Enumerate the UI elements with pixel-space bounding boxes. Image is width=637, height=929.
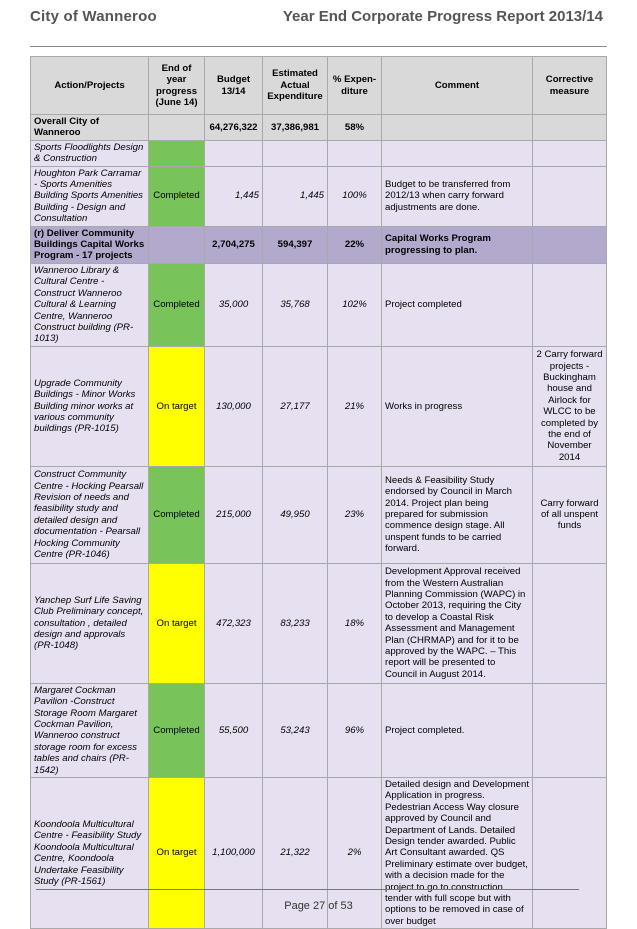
col-action: Action/Projects — [31, 57, 149, 115]
program-comment: Capital Works Program progressing to plan. — [382, 226, 533, 263]
progress-table — [30, 56, 607, 929]
row-estimated: 83,233 — [263, 563, 328, 683]
row-pct: 100% — [328, 166, 382, 226]
overall-budget: 64,276,322 — [205, 115, 263, 141]
row-budget: 1,100,000 — [205, 777, 263, 928]
row-progress: On target — [149, 346, 205, 466]
program-estimated: 594,397 — [263, 226, 328, 263]
row-progress: Completed — [149, 683, 205, 777]
row-comment: Project completed — [382, 263, 533, 346]
row-corrective — [533, 263, 607, 346]
header-divider — [30, 46, 607, 47]
row-pct: 2% — [328, 777, 382, 928]
row-budget: 215,000 — [205, 466, 263, 563]
row-progress: On target — [149, 777, 205, 928]
row-comment: Development Approval received from the Western Australian Planning Commission (WAPC) in October 2013, requiring the City to develop a Coastal Risk Assessment and Management Plan (CHRMAP) and for it to be approved by the WAPC. – This report will be presented to Council in August 2014. — [382, 563, 533, 683]
row-pct: 21% — [328, 346, 382, 466]
row-comment: Needs & Feasibility Study endorsed by Council in March 2014. Project plan being prepared for submission commence design stage. All unspent funds to be carried forward. — [382, 466, 533, 563]
row-action: Construct Community Centre - Hocking Pearsall Revision of needs and feasibility study and detailed design and documentation - Pearsall Hocking Community Centre (PR-1046) — [31, 466, 149, 563]
table-row — [31, 263, 607, 346]
col-comment: Comment — [382, 57, 533, 115]
program-label: (r) Deliver Community Buildings Capital Works Program - 17 projects — [31, 226, 149, 263]
row-corrective: 2 Carry forward projects - Buckingham house and Airlock for WLCC to be completed by the end of November 2014 — [533, 346, 607, 466]
table-header-row — [31, 57, 607, 115]
table-row — [31, 346, 607, 466]
row-corrective: Carry forward of all unspent funds — [533, 466, 607, 563]
row-budget: 55,500 — [205, 683, 263, 777]
table-row — [31, 563, 607, 683]
row-progress — [149, 140, 205, 166]
row-action: Wanneroo Library & Cultural Centre - Construct Wanneroo Cultural & Learning Centre, Wanneroo Construct building (PR-1013) — [31, 263, 149, 346]
program-budget: 2,704,275 — [205, 226, 263, 263]
row-estimated: 21,322 — [263, 777, 328, 928]
row-comment: Works in progress — [382, 346, 533, 466]
row-action: Sports Floodlights Design & Construction — [31, 140, 149, 166]
row-pct: 23% — [328, 466, 382, 563]
col-pct: % Expen-diture — [328, 57, 382, 115]
row-action: Yanchep Surf Life Saving Club Preliminary concept, consultation , detailed design and approvals (PR-1048) — [31, 563, 149, 683]
col-corrective: Corrective measure — [533, 57, 607, 115]
overall-row — [31, 115, 607, 141]
row-corrective — [533, 683, 607, 777]
row-progress: Completed — [149, 166, 205, 226]
report-title: Year End Corporate Progress Report 2013/14 — [282, 8, 603, 25]
row-action: Upgrade Community Buildings - Minor Works Building minor works at various community buildings (PR-1015) — [31, 346, 149, 466]
col-progress: End of year progress (June 14) — [149, 57, 205, 115]
row-corrective — [533, 166, 607, 226]
row-estimated: 35,768 — [263, 263, 328, 346]
table-row — [31, 166, 607, 226]
row-pct: 102% — [328, 263, 382, 346]
row-budget: 1,445 — [205, 166, 263, 226]
row-comment: Detailed design and Development Application in progress. Pedestrian Access Way closure approved by Council and Department of Lands. Detailed Design tender awarded. Public Art Consultant awarded. QS Preliminary estimate over budget, with a decision made for the project to go to construction tender with full scope but with options to be removed in case of over budget — [382, 777, 533, 928]
row-corrective — [533, 563, 607, 683]
row-comment: Project completed. — [382, 683, 533, 777]
overall-label: Overall City of Wanneroo — [31, 115, 149, 141]
row-pct: 18% — [328, 563, 382, 683]
overall-pct: 58% — [328, 115, 382, 141]
row-action: Margaret Cockman Pavilion -Construct Storage Room Margaret Cockman Pavilion, Wanneroo construct storage room for excess tables and chairs (PR-1542) — [31, 683, 149, 777]
page-number: Page 27 of 53 — [284, 900, 353, 912]
row-progress: Completed — [149, 466, 205, 563]
row-estimated: 53,243 — [263, 683, 328, 777]
row-progress: On target — [149, 563, 205, 683]
row-budget: 472,323 — [205, 563, 263, 683]
col-estimated: Estimated Actual Expenditure — [263, 57, 328, 115]
row-budget: 35,000 — [205, 263, 263, 346]
row-estimated: 49,950 — [263, 466, 328, 563]
row-pct: 96% — [328, 683, 382, 777]
org-name: City of Wanneroo — [30, 8, 157, 25]
program-pct: 22% — [328, 226, 382, 263]
col-budget: Budget 13/14 — [205, 57, 263, 115]
row-progress: Completed — [149, 263, 205, 346]
table-row — [31, 683, 607, 777]
overall-estimated: 37,386,981 — [263, 115, 328, 141]
table-row — [31, 140, 607, 166]
row-action: Houghton Park Carramar - Sports Amenities Building Sports Amenities Building - Design and Consultation — [31, 166, 149, 226]
program-row — [31, 226, 607, 263]
row-estimated: 1,445 — [263, 166, 328, 226]
table-row — [31, 466, 607, 563]
footer-divider — [36, 889, 579, 890]
row-action: Koondoola Multicultural Centre - Feasibility Study Koondoola Multicultural Centre, Koondoola Undertake Feasibility Study (PR-1561) — [31, 777, 149, 928]
row-comment: Budget to be transferred from 2012/13 when carry forward adjustments are done. — [382, 166, 533, 226]
row-budget: 130,000 — [205, 346, 263, 466]
row-estimated: 27,177 — [263, 346, 328, 466]
